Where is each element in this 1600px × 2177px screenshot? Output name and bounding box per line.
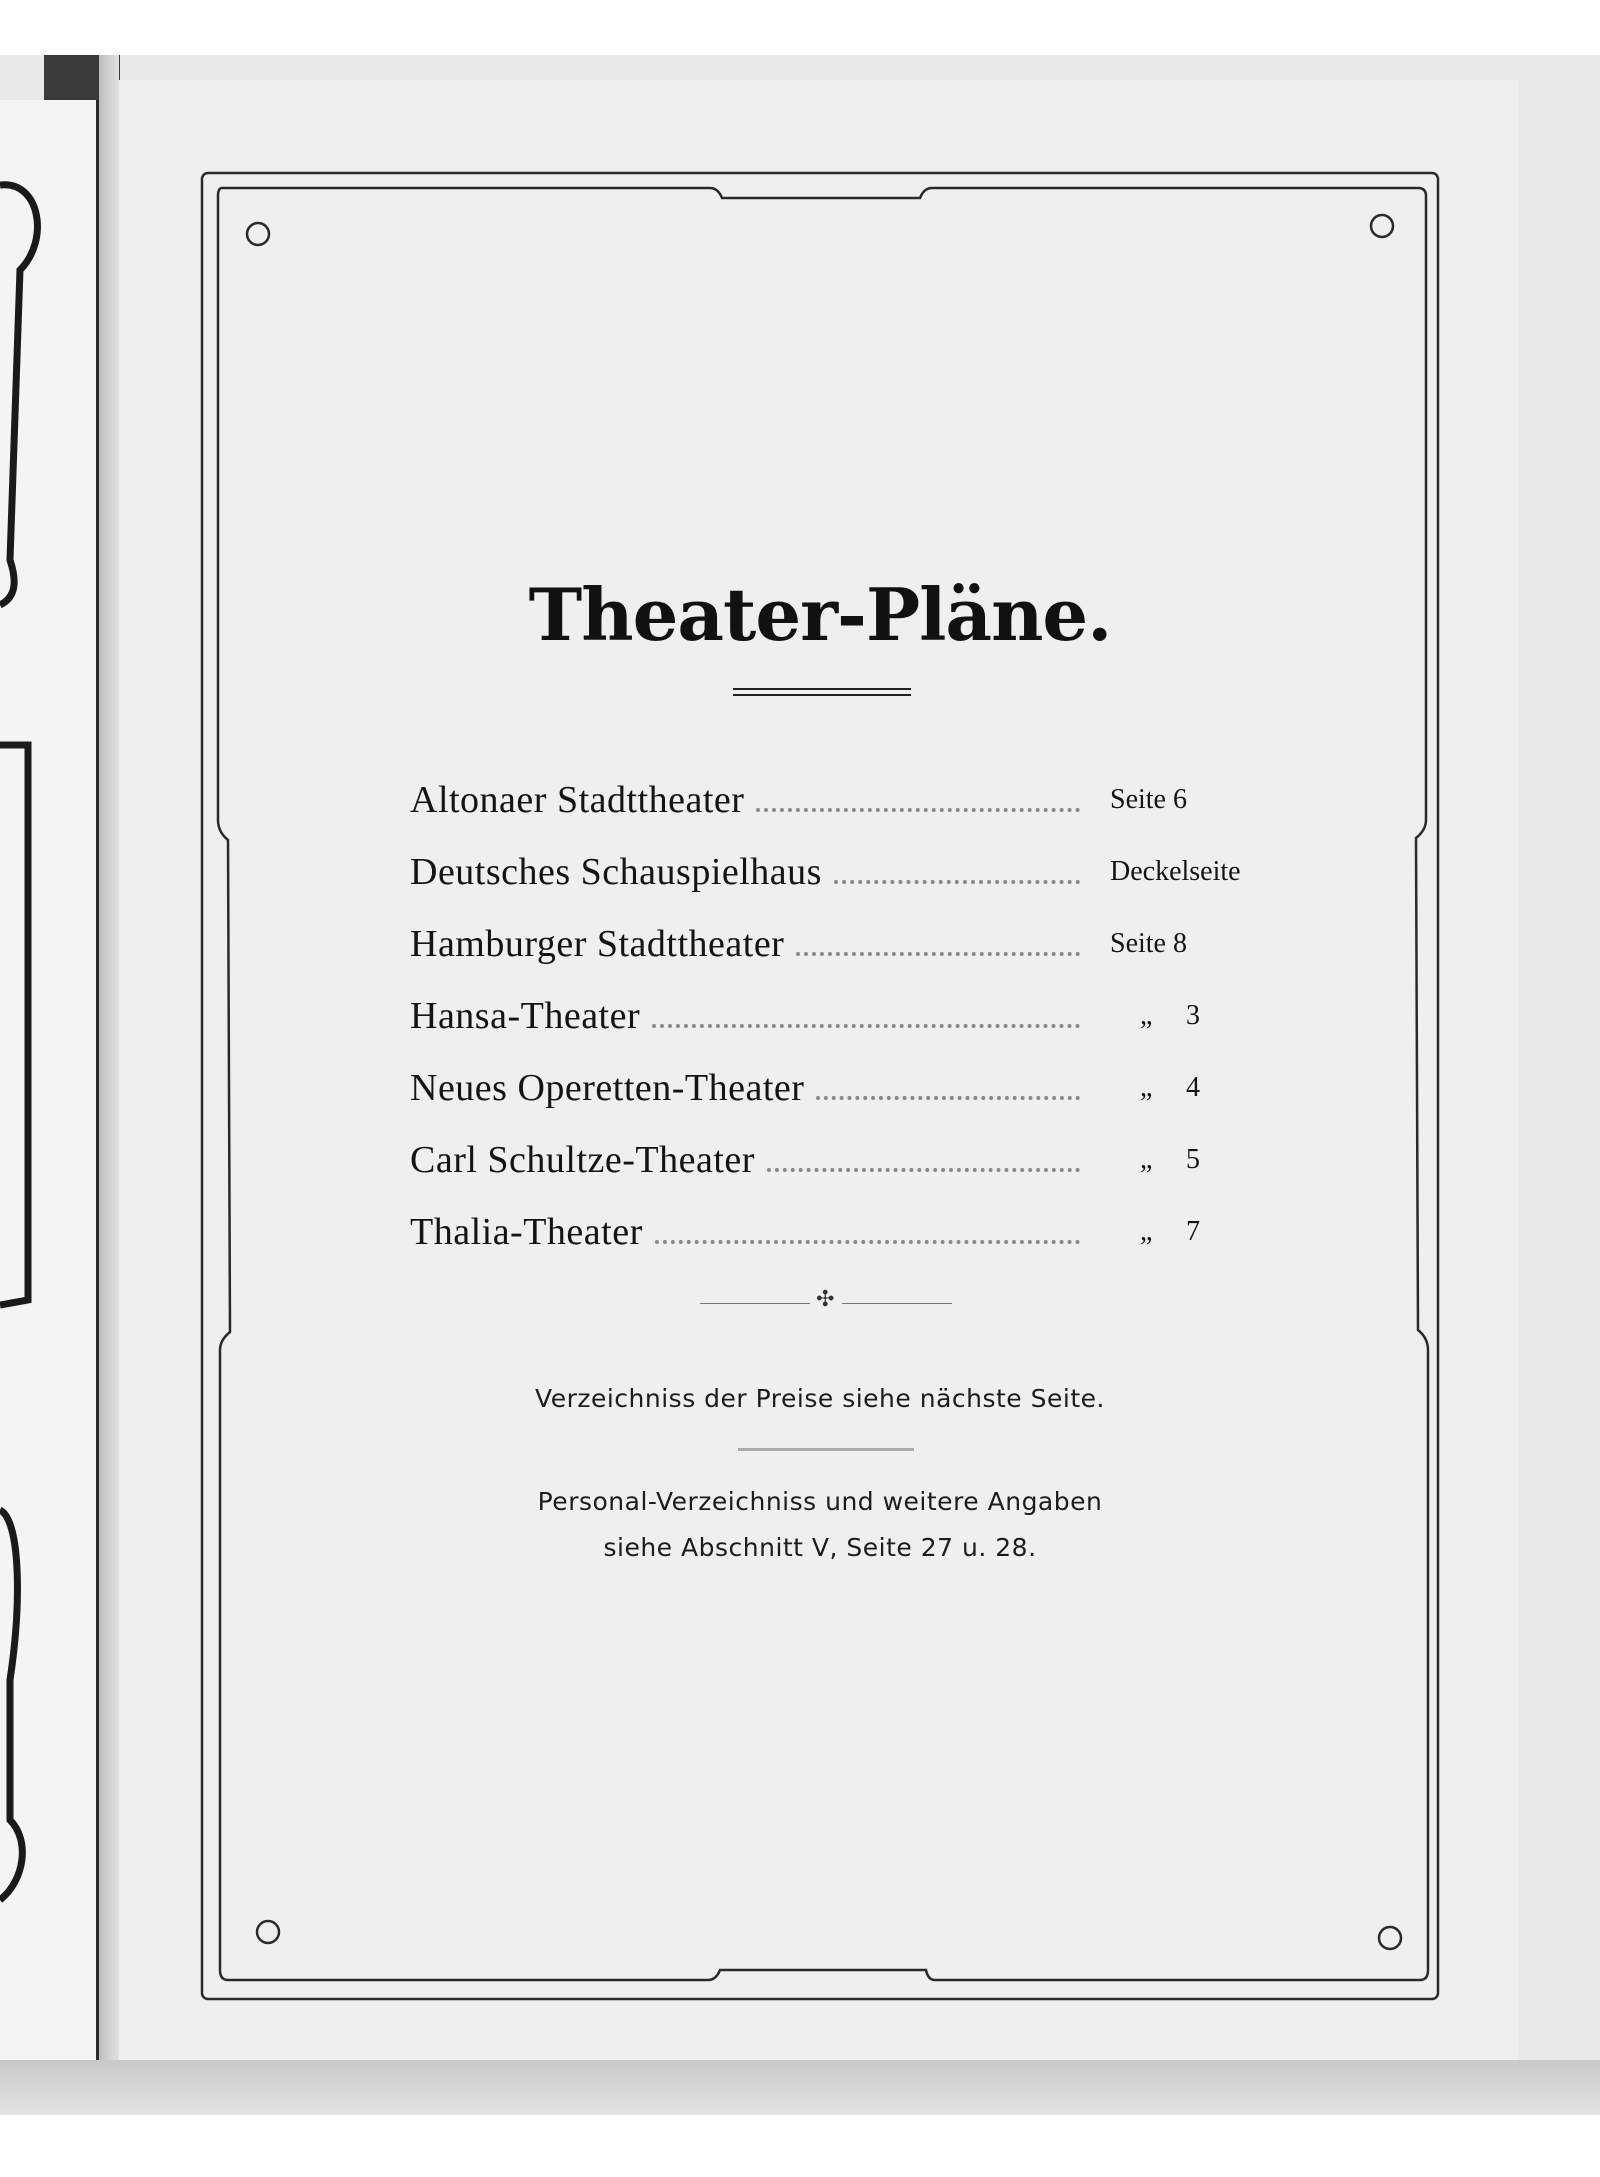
ditto-mark: „ <box>1140 1216 1153 1247</box>
leader-dots <box>756 808 1080 812</box>
page-number: 5 <box>1186 1144 1200 1175</box>
leader-dots <box>834 880 1080 884</box>
toc-entry-name: Carl Schultze-Theater <box>410 1139 755 1181</box>
corner-circle-icon <box>247 223 269 245</box>
toc-entry-name: Altonaer Stadttheater <box>410 779 745 821</box>
prev-page-ornament-middle <box>0 745 28 1305</box>
toc-entry-name: Neues Operetten-Theater <box>410 1067 805 1109</box>
toc-entry <box>410 1038 1270 1110</box>
ditto-mark: „ <box>1140 1072 1153 1103</box>
leader-dots <box>652 1024 1080 1028</box>
corner-circle-icon <box>1379 1927 1401 1949</box>
toc-entry-page: Seite 8 <box>1110 928 1187 959</box>
page-number: 4 <box>1186 1072 1200 1103</box>
divider-line <box>842 1303 952 1304</box>
corner-circle-icon <box>257 1921 279 1943</box>
toc-entry <box>410 894 1270 966</box>
personal-note-line-1: Personal-Verzeichniss und weitere Angaben <box>537 1487 1103 1516</box>
page-number: 3 <box>1186 1000 1200 1031</box>
prices-note: Verzeichniss der Preise siehe nächste Seite. <box>535 1384 1105 1413</box>
toc-entry <box>410 822 1270 894</box>
leader-dots <box>796 952 1080 956</box>
toc-entry-name: Deutsches Schauspielhaus <box>410 851 822 893</box>
divider-line <box>700 1303 810 1304</box>
page-title: Theater-Pläne. <box>528 572 1112 657</box>
prev-page-ornament-top <box>0 185 37 605</box>
toc-entry <box>410 1110 1270 1182</box>
ditto-mark: „ <box>1140 1144 1153 1175</box>
toc-entry <box>410 750 1270 822</box>
personal-note-line-2: siehe Abschnitt V, Seite 27 u. 28. <box>603 1533 1037 1562</box>
toc-entry-page <box>1110 1072 1270 1110</box>
note-divider-rule <box>738 1448 914 1451</box>
ditto-mark: „ <box>1140 1000 1153 1031</box>
toc-entry <box>410 1182 1270 1254</box>
toc-entry-page: Deckelseite <box>1110 856 1241 887</box>
leader-dots <box>655 1240 1080 1244</box>
toc-entry-page <box>1110 1000 1270 1038</box>
star-ornament-icon: ✣ <box>816 1287 835 1312</box>
prev-page-ornament-bottom <box>0 1510 22 1900</box>
leader-dots <box>767 1168 1080 1172</box>
page-number: 7 <box>1186 1216 1200 1247</box>
toc-entry-page <box>1110 1144 1270 1182</box>
toc-entry-name: Hamburger Stadttheater <box>410 923 785 965</box>
toc-entry <box>410 966 1270 1038</box>
corner-circle-icon <box>1371 215 1393 237</box>
toc-entry-name: Thalia-Theater <box>410 1211 643 1253</box>
section-divider <box>700 1287 952 1313</box>
title-double-rule <box>733 688 911 696</box>
toc-entry-page: Seite 6 <box>1110 784 1187 815</box>
toc-entry-page <box>1110 1216 1270 1254</box>
table-of-contents <box>410 750 1270 1254</box>
toc-entry-name: Hansa-Theater <box>410 995 641 1037</box>
leader-dots <box>816 1096 1080 1100</box>
